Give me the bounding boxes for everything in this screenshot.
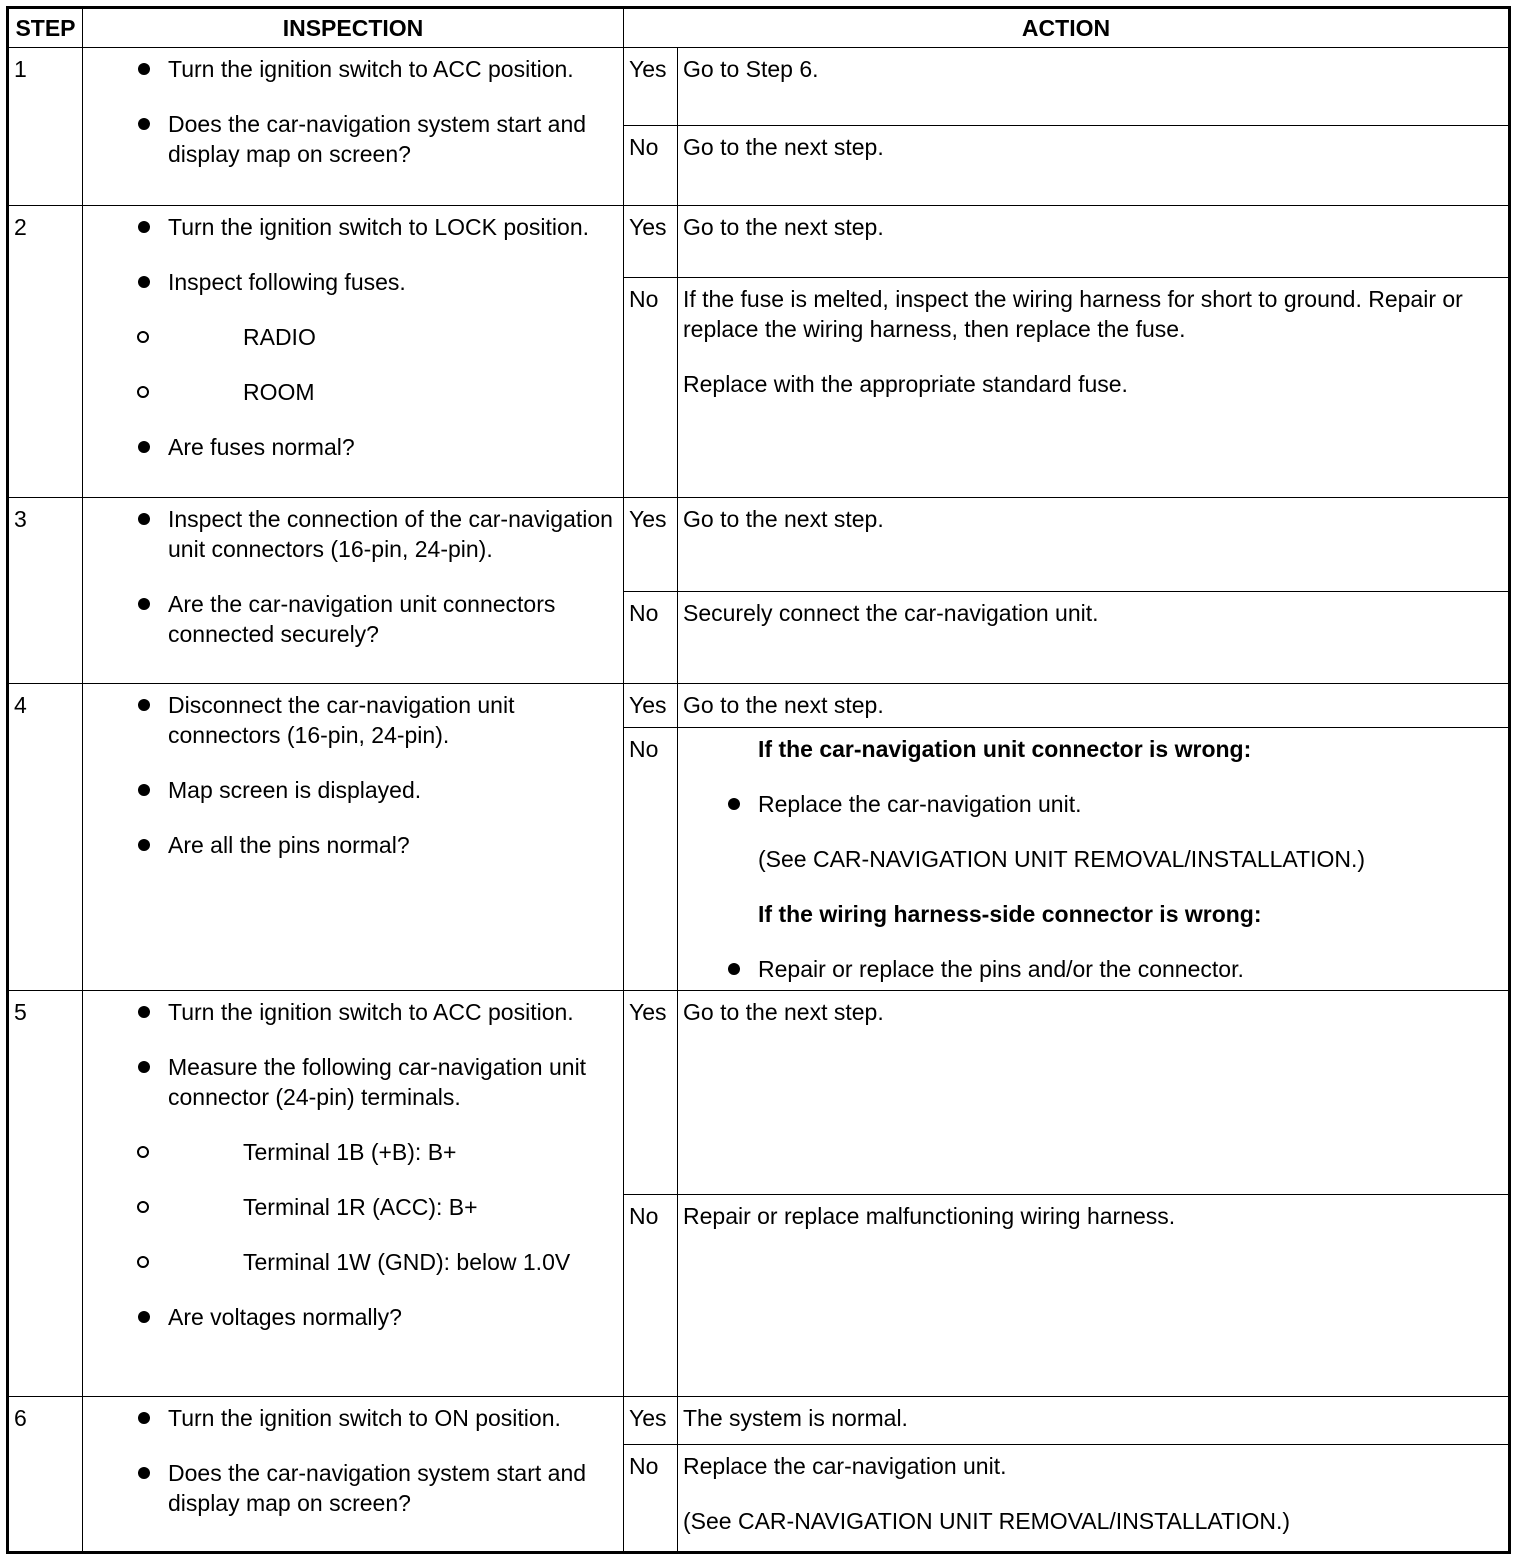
inspection-cell [83,48,624,206]
table-header-row [8,8,1510,48]
yes-action [678,48,1510,126]
yes-action [678,1397,1510,1445]
inspection-cell [83,1397,624,1553]
condition-heading: If the wiring harness-side connector is wrong: [758,901,1262,927]
inspection-item-text: Inspect following fuses. [168,269,406,295]
yes-label: Yes [624,48,678,126]
action-text: Go to the next step. [683,692,884,718]
no-action [678,1445,1510,1553]
no-action [678,126,1510,206]
inspection-item: Are the car-navigation unit connectors connected securely? [88,589,618,649]
inspection-item: Disconnect the car-navigation unit connectors (16-pin, 24-pin). [88,690,618,750]
inspection-cell [83,498,624,684]
sub-item: RADIO [88,322,618,352]
yes-action [678,206,1510,278]
sub-item: Terminal 1B (+B): B+ [88,1137,618,1167]
inspection-cell [83,991,624,1397]
table-row [8,684,1510,728]
table-row [8,498,1510,592]
inspection-item-text: Measure the following car-navigation unit connector (24-pin) terminals. [168,1054,587,1110]
inspection-item: Inspect the connection of the car-navigation unit connectors (16-pin, 24-pin). [88,504,618,564]
no-label: No [624,1445,678,1553]
no-label: No [624,592,678,684]
inspection-item: Are voltages normally? [88,1302,618,1332]
inspection-item: Does the car-navigation system start and display map on screen? [88,109,618,169]
inspection-item: Map screen is displayed. [88,775,618,805]
yes-action [678,991,1510,1195]
inspection-cell [83,684,624,991]
step-number: 2 [8,206,83,498]
header-action: ACTION [624,8,1510,48]
step-number: 1 [8,48,83,206]
action-text: Go to Step 6. [683,56,819,82]
action-text: Go to the next step. [683,506,884,532]
reference-note: (See CAR-NAVIGATION UNIT REMOVAL/INSTALLATION.) [683,1508,1291,1534]
sub-item: Terminal 1W (GND): below 1.0V [88,1247,618,1277]
action-text: Replace the car-navigation unit. [683,1453,1007,1479]
sub-item: Terminal 1R (ACC): B+ [88,1192,618,1222]
no-action [678,278,1510,498]
no-label: No [624,278,678,498]
action-text: Replace with the appropriate standard fuse. [683,371,1128,397]
inspection-item: Turn the ignition switch to LOCK position. [88,212,618,242]
step-number: 3 [8,498,83,684]
sub-item: ROOM [88,377,618,407]
action-text: The system is normal. [683,1405,908,1431]
yes-action [678,684,1510,728]
condition-heading: If the car-navigation unit connector is wrong: [758,736,1252,762]
table-row [8,206,1510,278]
no-label: No [624,126,678,206]
yes-label: Yes [624,1397,678,1445]
yes-label: Yes [624,206,678,278]
header-inspection: INSPECTION [83,8,624,48]
no-action [678,1195,1510,1397]
inspection-item: Turn the ignition switch to ON position. [88,1403,618,1433]
table-row [8,1397,1510,1445]
inspection-item: Does the car-navigation system start and display map on screen? [88,1458,618,1518]
inspection-item: Turn the ignition switch to ACC position. [88,54,618,84]
header-step: STEP [8,8,83,48]
yes-label: Yes [624,498,678,592]
action-text: If the fuse is melted, inspect the wiring harness for short to ground. Repair or replace the wiring harness, then replace the fuse. [683,286,1463,342]
step-number: 4 [8,684,83,991]
inspection-item [88,1052,618,1277]
no-label: No [624,728,678,991]
table-row [8,48,1510,126]
inspection-item [88,267,618,407]
inspection-cell [83,206,624,498]
inspection-item: Are all the pins normal? [88,830,618,860]
action-text: Securely connect the car-navigation unit. [683,600,1099,626]
yes-action [678,498,1510,592]
no-action [678,592,1510,684]
yes-label: Yes [624,684,678,728]
table-row [8,991,1510,1195]
reference-note: (See CAR-NAVIGATION UNIT REMOVAL/INSTALLATION.) [758,846,1366,872]
troubleshooting-sheet [6,6,1511,1554]
action-text: Go to the next step. [683,999,884,1025]
step-number: 6 [8,1397,83,1553]
action-text: Go to the next step. [683,134,884,160]
action-bullet: Repair or replace the pins and/or the connector. [683,954,1503,984]
inspection-item: Are fuses normal? [88,432,618,462]
no-label: No [624,1195,678,1397]
action-text: Go to the next step. [683,214,884,240]
diagnostic-table [6,6,1511,1554]
action-bullet: Replace the car-navigation unit. [683,789,1503,819]
action-text: Repair or replace malfunctioning wiring harness. [683,1203,1176,1229]
inspection-item: Turn the ignition switch to ACC position. [88,997,618,1027]
step-number: 5 [8,991,83,1397]
no-action [678,728,1510,991]
yes-label: Yes [624,991,678,1195]
